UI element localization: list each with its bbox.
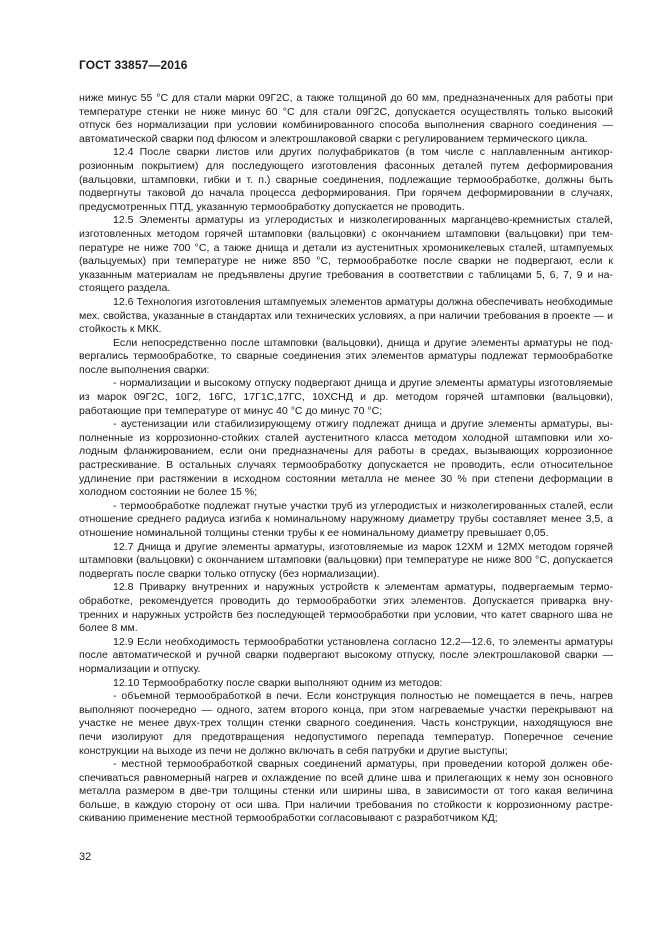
paragraph-12-5: 12.5 Элементы арматуры из углеродистых и низколегированных марганцево-кремнистых сталей, изготовленных методом горячей штамповки (вальцовки) с окончанием штамповки (вальцовки) при температуре не ниже 700 °C, а также днища и детали из аустенитных хромоникелевых сталей, штампуемых (вальцуемых) при температуре не ниже 850 °C, термообработке после сварки не подвергают, если к указанным материалам не предъявлены другие требования в соответствии с таблицами 5, 6, 7, 9 и настоящего раздела. <box>79 214 613 295</box>
paragraph-12-9: 12.9 Если необходимость термообработки установлена согласно 12.2—12.6, то элементы арматуры после автоматической и ручной сварки подвергают высокому отпуску, после электрошлаковой сварки — нормализации и отпуску. <box>79 635 613 675</box>
document-header: ГОСТ 33857—2016 <box>79 58 188 72</box>
list-item: - местной термообработкой сварных соединений арматуры, при проведении которой должен обеспечиваться равномерный нагрев и охлаждение по всей длине шва и прилегающих к нему зон основного металла размером в две-три толщины стенки или ширины шва, в зависимости от того какая величина больше, в каждую сторону от оси шва. При наличии требования по стойкости к коррозионному растрескиванию применение местной термообработки согласовывают с разработчиком КД; <box>79 758 613 825</box>
paragraph-12-6: 12.6 Технология изготовления штампуемых элементов арматуры должна обеспечивать необходимые мех. свойства, указанные в стандартах или технических условиях, а при наличии требования в проекте — и стойкость к МКК. <box>79 295 613 336</box>
paragraph-12-10: 12.10 Термообработку после сварки выполняют одним из методов: <box>113 676 443 689</box>
list-item: - объемной термообработкой в печи. Если конструкция полностью не помещается в печь, нагрев выполняют поочередно — одного, затем второго конца, при этом нагреваемые участки перекрывают на участке не менее двух-трех толщин стенки сварного соединения. Часть конструкции, находящуюся вне печи изолируют для предотвращения недопустимого перепада температур. Поперечное сечение конструкции на выходе из печи не должно включать в себя патрубки и другие выступы; <box>79 690 613 757</box>
page-number: 32 <box>79 851 92 863</box>
paragraph-12-4: 12.4 После сварки листов или других полуфабрикатов (в том числе с наплавленным антикоррозионным покрытием) для последующего изготовления фасонных деталей путем деформирования (вальцовки, штамповки, гибки и т. п.) сварные соединения, подлежащие термообработке, должны быть подвергнуты таковой до начала процесса деформирования. При горячем деформировании в случаях, предусмотренных ПТД, указанную термообработку допускается не проводить. <box>79 146 613 213</box>
paragraph-12-7: 12.7 Днища и другие элементы арматуры, изготовляемые из марок 12ХМ и 12МХ методом горячей штамповки (вальцовки) с окончанием штамповки (вальцовки) при температуре не ниже 800 °C, допускается подвергать после сварки только отпуску (без нормализации). <box>79 540 613 580</box>
list-item: - нормализации и высокому отпуску подвергают днища и другие элементы арматуры изготовляемые из марок 09Г2С, 10Г2, 16ГС, 17Г1С,17ГС, 10ХСНД и др. методом горячей штамповки (вальцовки), работающие при температуре от минус 40 °C до минус 70 °C; <box>79 377 613 417</box>
paragraph: Если непосредственно после штамповки (вальцовки), днища и другие элементы арматуры не подвергались термообработке, то сварные соединения этих элементов арматуры подлежат термообработке после выполнения сварки: <box>79 336 613 376</box>
document-body <box>79 92 613 826</box>
paragraph-12-8: 12.8 Приварку внутренних и наружных устройств к элементам арматуры, подвергаемым термообработке, рекомендуется проводить до термообработки этих элементов. Допускается приварка внутренних и наружных устройств без последующей термообработки при условии, что катет сварного шва не более 8 мм. <box>79 581 613 635</box>
list-item: - аустенизации или стабилизирующему отжигу подлежат днища и другие элементы арматуры, выполненные из коррозионно-стойких сталей аустенитного класса методом холодной штамповки или холодным фланжированием, если они предназначены для работы в средах, вызывающих коррозионное растрескивание. В остальных случаях термообработку допускается не проводить, если относительное удлинение при растяжении в исходном состоянии металла не менее 30 % при степени деформации в холодном состоянии не более 15 %; <box>79 418 613 499</box>
paragraph: ниже минус 55 °C для стали марки 09Г2С, а также толщиной до 60 мм, предназначенных для работы при температуре стенки не ниже минус 60 °C для стали 09Г2С, допускается осуществлять только высокий отпуск без нормализации при условии комбинированного способа выполнения сварного соединения — автоматической сварки под флюсом и электрошлаковой сварки с регулированием термического цикла. <box>79 92 613 145</box>
list-item: - термообработке подлежат гнутые участки труб из углеродистых и низколегированных сталей, если отношение среднего радиуса изгиба к номинальному наружному диаметру трубы составляет менее 3,5, а отношение номинальной толщины стенки трубы к ее номинальному диаметру превышает 0,05. <box>79 499 613 539</box>
